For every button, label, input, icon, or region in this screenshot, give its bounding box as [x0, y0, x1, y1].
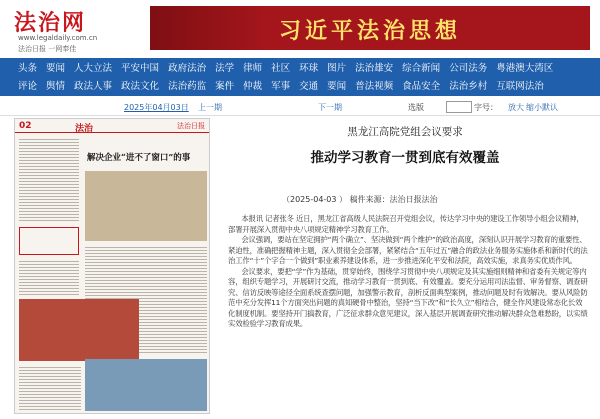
- nav-item[interactable]: 人大立法: [74, 63, 113, 74]
- nav-item[interactable]: 法学: [215, 63, 235, 74]
- nav-item[interactable]: 法治药监: [168, 81, 207, 92]
- paper-section: 法治: [75, 124, 94, 134]
- nav-item[interactable]: 法治乡村: [449, 81, 488, 92]
- banner-title: 习近平法治思想: [278, 18, 461, 44]
- paper-header: [15, 119, 210, 133]
- nav-item[interactable]: 律师: [243, 63, 263, 74]
- nav-item[interactable]: 仲裁: [243, 81, 263, 92]
- article-paragraph: 本报讯 记者张冬 近日，黑龙江省高级人民法院召开党组会议，传达学习中央的建设工作领导小组会议精神，部署开展深入贯彻中央八项规定精神学习教育工作。: [228, 214, 584, 234]
- nav-item[interactable]: 交通: [299, 81, 319, 92]
- header-banner[interactable]: [150, 6, 590, 50]
- font-default-link[interactable]: 默认: [542, 103, 558, 112]
- paper-photo[interactable]: [85, 171, 207, 241]
- paper-photo[interactable]: [19, 299, 139, 361]
- font-small-link[interactable]: 缩小: [526, 103, 542, 112]
- nav-item[interactable]: 食品安全: [402, 81, 441, 92]
- nav-item[interactable]: 互联网法治: [496, 81, 544, 92]
- site-header: [0, 0, 600, 56]
- next-issue-link[interactable]: 下一期: [318, 103, 342, 112]
- nav-item[interactable]: 政法人事: [74, 81, 113, 92]
- nav-item[interactable]: 社区: [271, 63, 291, 74]
- nav-item[interactable]: 案件: [215, 81, 235, 92]
- article-panel: [212, 118, 598, 416]
- nav-item[interactable]: 综合新闻: [402, 63, 441, 74]
- paper-text-block[interactable]: [19, 365, 81, 411]
- paper-photo[interactable]: [85, 359, 207, 411]
- nav-item[interactable]: 要闻: [46, 63, 66, 74]
- font-large-link[interactable]: 放大: [508, 103, 524, 112]
- newspaper-page-thumbnail[interactable]: [14, 118, 210, 414]
- nav-row-2: [18, 78, 553, 96]
- nav-item[interactable]: 普法视频: [355, 81, 394, 92]
- paper-highlight-box[interactable]: [19, 227, 79, 255]
- article-paragraph: 会议要求，要把“学”作为基础，贯穿始终，围绕学习贯彻中央八项规定及其实施细则精神和省委有关规定等内容，组织专题学习，开展研讨交流，推动学习教育一贯到底、有效覆盖。要充分运用司法监督、审务督察、调查研究、信访反映等途径全面系统查摆问题，加强警示教育，剖析反面典型案例，推动问题及时有效解决。要从风险防范中充分发挥11个方面突出问题的真知硬骨中整治，坚持“当下改”和“长久立”相结合，健全作风建设常态化长效化制度机制。要坚持开门搞教育，广泛征求群众意见建议，深入基层开展调查研究推动解决群众急难愁盼，以实绩实效检验学习教育成果。: [228, 266, 588, 328]
- nav-row-1: [18, 60, 562, 78]
- site-logo[interactable]: 法治网: [14, 10, 87, 36]
- site-url: www.legaldaily.com.cn: [18, 34, 98, 42]
- nav-item[interactable]: 公司法务: [449, 63, 488, 74]
- layout-select[interactable]: [446, 101, 472, 113]
- nav-item[interactable]: 政府法治: [168, 63, 207, 74]
- nav-item[interactable]: 图片: [327, 63, 347, 74]
- paper-page-number: 02: [19, 121, 32, 131]
- article-kicker: 黑龙江高院党组会议要求: [347, 126, 463, 138]
- article-body: [228, 214, 588, 330]
- paper-lead-title[interactable]: 解决企业“进不了窗口”的事: [87, 153, 191, 163]
- nav-item[interactable]: 军事: [271, 81, 291, 92]
- paper-text-block[interactable]: [19, 259, 79, 295]
- nav-item[interactable]: 舆情: [46, 81, 66, 92]
- font-size-label: 字号：: [474, 103, 498, 112]
- issue-date-link[interactable]: 2025年04月03日: [124, 103, 189, 112]
- nav-item[interactable]: 评论: [18, 81, 38, 92]
- paper-name: 法治日报: [177, 122, 205, 130]
- nav-item[interactable]: 政法文化: [121, 81, 160, 92]
- nav-item[interactable]: 法治雄安: [355, 63, 394, 74]
- issue-bar: [0, 100, 600, 116]
- layout-select-label: 选版: [408, 103, 424, 112]
- article-paragraph: 会议强调，要站在坚定拥护“两个确立”、坚决做到“两个维护”的政治高度，深刻认识开展学习教育的重要性、紧迫性，准确把握精神主题，深入贯彻全会部署，紧紧结合“五年过五”融合的政法业务服务实施体系和新时代的法治工作“十”个字合一个做到”职业素养建设体系，进一步推进深化平安和法院，高效实施，求真务实优质作风。: [228, 235, 588, 265]
- nav-item[interactable]: 要闻: [327, 81, 347, 92]
- prev-issue-link[interactable]: 上一期: [198, 103, 222, 112]
- nav-item[interactable]: 粤港澳大湾区: [496, 63, 554, 74]
- nav-item[interactable]: 环球: [299, 63, 319, 74]
- nav-item[interactable]: 平安中国: [121, 63, 160, 74]
- article-title: 推动学习教育一贯到底有效覆盖: [310, 150, 500, 166]
- main-nav: [0, 58, 600, 96]
- article-meta: （2025-04-03 ） 稿件来源：法治日报法治: [282, 195, 438, 204]
- site-slogan: 法治日报 一网奉佳: [18, 45, 77, 53]
- paper-text-block[interactable]: [19, 137, 79, 223]
- nav-item[interactable]: 头条: [18, 63, 38, 74]
